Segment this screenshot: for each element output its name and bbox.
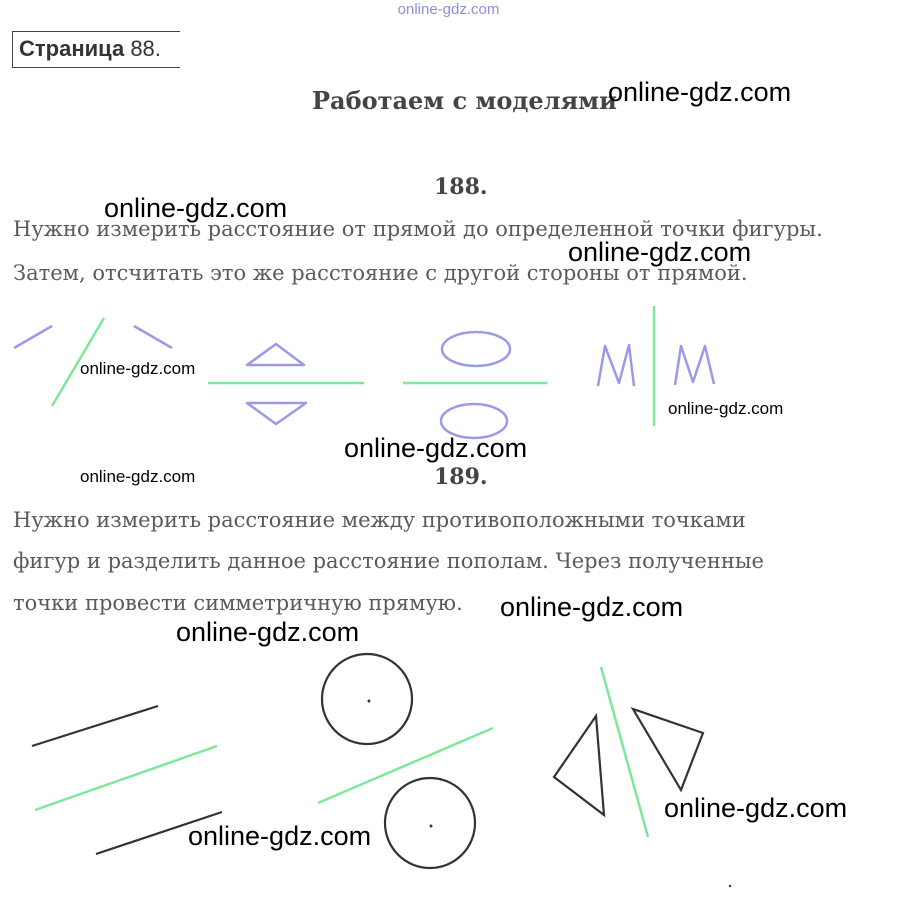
watermark: online-gdz.com [80, 467, 196, 486]
page-label-number: 88. [130, 36, 161, 61]
figure-188-right-stroke [134, 326, 172, 348]
watermark: online-gdz.com [104, 193, 288, 223]
circle-bottom [385, 778, 475, 868]
circle-top [322, 654, 412, 744]
watermark: online-gdz.com [668, 399, 784, 418]
section-title: Работаем с моделями [312, 86, 617, 115]
triangle-down [247, 403, 306, 424]
exercise-189-line-1: Нужно измерить расстояние между противоположными точками [13, 508, 746, 532]
segment-top [32, 706, 158, 746]
stray-dot [729, 885, 731, 887]
oval-top [442, 332, 510, 366]
letter-m-right [675, 346, 714, 385]
figure-188-ovals [403, 332, 547, 438]
watermark: online-gdz.com [568, 237, 752, 267]
exercise-189-line-2: фигур и разделить данное расстояние пополам. Через полученные [13, 549, 764, 573]
page-label-word: Страница [19, 36, 125, 61]
figure-189-triangles [554, 667, 731, 887]
exercise-189-line-3: точки провести симметричную прямую. [13, 591, 463, 615]
exercise-188-line-1: Нужно измерить расстояние от прямой до определенной точки фигуры. [13, 217, 823, 241]
letter-m-left [598, 345, 634, 386]
figure-189-axis-1 [35, 746, 217, 810]
watermark: online-gdz.com [344, 433, 528, 463]
exercise-188-line-2: Затем, отсчитать это же расстояние с другой стороны от прямой. [13, 261, 748, 285]
exercise-189-number: 189. [434, 464, 488, 490]
watermark: online-gdz.com [176, 617, 360, 647]
triangle-up [247, 344, 304, 365]
figure-189-axis-2 [318, 728, 493, 803]
exercise-188-number: 188. [434, 174, 488, 200]
watermark: online-gdz.com [608, 77, 792, 107]
watermark: online-gdz.com [664, 793, 848, 823]
circle-bottom-center [430, 825, 433, 828]
figure-188-triangles [208, 344, 364, 424]
header-watermark: online-gdz.com [397, 1, 500, 18]
watermark: online-gdz.com [500, 592, 684, 622]
triangle-right [633, 709, 703, 790]
watermark: online-gdz.com [188, 821, 372, 851]
circle-top-center [368, 700, 371, 703]
figure-188-left-stroke [14, 326, 52, 348]
watermark: online-gdz.com [80, 359, 196, 378]
triangle-left [554, 716, 604, 815]
figure-189-axis-3 [601, 667, 648, 837]
